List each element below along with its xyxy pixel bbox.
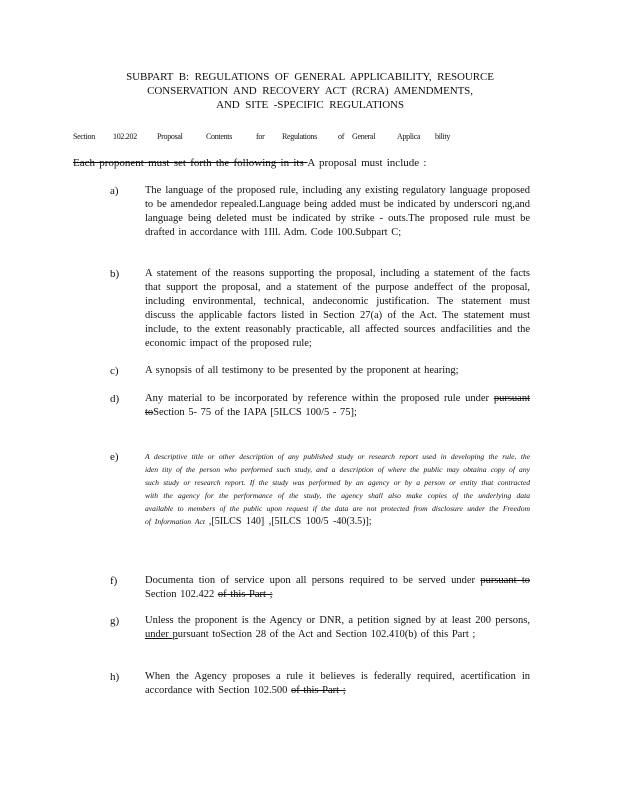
title-line-1: SUBPART B: REGULATIONS OF GENERAL APPLICABILITY, RESOURCE xyxy=(126,71,494,83)
deleted-text: of this Part ; xyxy=(291,685,346,696)
inserted-text: under p xyxy=(145,629,178,640)
item-text-part: A descriptive title or other description of any published study or research report used in developing the rule, the iden tity of the person who performed such study, and a description of where the public may obtaina copy of any such study or research report. If the study was performed by an agency or by a person or entity that contracted with the agency for the performance of the study, the agency shall also make copies of the underlying data available to members of the public upon request if the data are not protected from disclosure under the Freedom of Information Act xyxy=(145,452,530,526)
deleted-text: Each proponent must set forth the following in its xyxy=(73,157,308,169)
title-line-3: AND SITE -SPECIFIC REGULATIONS xyxy=(216,99,404,111)
item-text: A statement of the reasons supporting the proposal, including a statement of the facts that support the proposal, and a statement of the purpose andeffect of the proposal, including environmental, technical, andeconomic justification. The statement must discuss the applicable factors listed in Section 27(a) of the Act. The statement must include, to the extent reasonably practicable, all affected sources andfacilities and the economic impact of the proposed rule; xyxy=(145,268,530,349)
section-heading-word: Contents xyxy=(206,132,233,141)
item-text-part: When the Agency proposes a rule it believes is federally required, acertification in accordance with Section 102.500 xyxy=(145,671,530,696)
item-text-part: ursuant toSection 28 of the Act and Section 102.410(b) of this Part ; xyxy=(177,629,476,640)
item-text xyxy=(145,614,530,642)
section-heading-word: Proposal xyxy=(157,132,183,141)
item-text xyxy=(145,392,530,420)
page-title xyxy=(60,70,560,112)
section-heading-word: Section xyxy=(73,132,95,141)
item-label: h) xyxy=(110,671,120,683)
deleted-text: of this Part ; xyxy=(217,589,273,600)
item-text: A synopsis of all testimony to be presented by the proponent at hearing; xyxy=(145,365,459,376)
intro-sentence xyxy=(73,157,533,169)
section-heading-word: for xyxy=(256,132,265,141)
item-label: b) xyxy=(110,268,120,280)
item-text-part: Any material to be incorporated by reference within the proposed rule under xyxy=(145,393,494,404)
item-label: a) xyxy=(110,185,119,197)
item-text: The language of the proposed rule, including any existing regulatory language proposed to be amendedor repealed.Language being added must be indicated by underscori ng,and language being deleted must be indicated by strike - outs.The proposed rule must be drafted in accordance with 1Ill. Adm. Code 100.Subpart C; xyxy=(145,185,530,238)
section-heading-word: Regulations xyxy=(282,132,317,141)
title-line-2: CONSERVATION AND RECOVERY ACT (RCRA) AMENDMENTS, xyxy=(147,85,473,97)
item-label: g) xyxy=(110,615,120,627)
section-heading-word: of xyxy=(338,132,345,141)
deleted-text: pursuant to xyxy=(480,575,531,586)
section-heading-word: General xyxy=(352,132,376,141)
item-label: f) xyxy=(110,575,118,587)
deleted-text: pursuant to xyxy=(145,393,530,418)
citation-text: ,[5ILCS 140] ,[5ILCS 100/5 -40(3.5)]; xyxy=(208,516,372,527)
item-text-part: Section 102.422 xyxy=(145,589,218,600)
item-label: c) xyxy=(110,365,119,377)
item-text-part: Section 5- 75 of the IAPA [5ILCS 100/5 - 75]; xyxy=(153,407,357,418)
intro-text: A proposal must include : xyxy=(307,157,427,169)
section-heading-word: Applica xyxy=(397,132,421,141)
item-text xyxy=(145,450,530,528)
item-text-part: Documenta tion of service upon all persons required to be served under xyxy=(145,575,481,586)
item-label: e) xyxy=(110,451,119,463)
section-heading-word: bility xyxy=(435,132,451,141)
item-label: d) xyxy=(110,393,120,405)
section-number: 102.202 xyxy=(113,132,137,141)
item-text xyxy=(145,574,530,602)
item-text-part: Unless the proponent is the Agency or DNR, a petition signed by at least 200 persons, xyxy=(145,615,530,626)
item-text xyxy=(145,670,530,698)
